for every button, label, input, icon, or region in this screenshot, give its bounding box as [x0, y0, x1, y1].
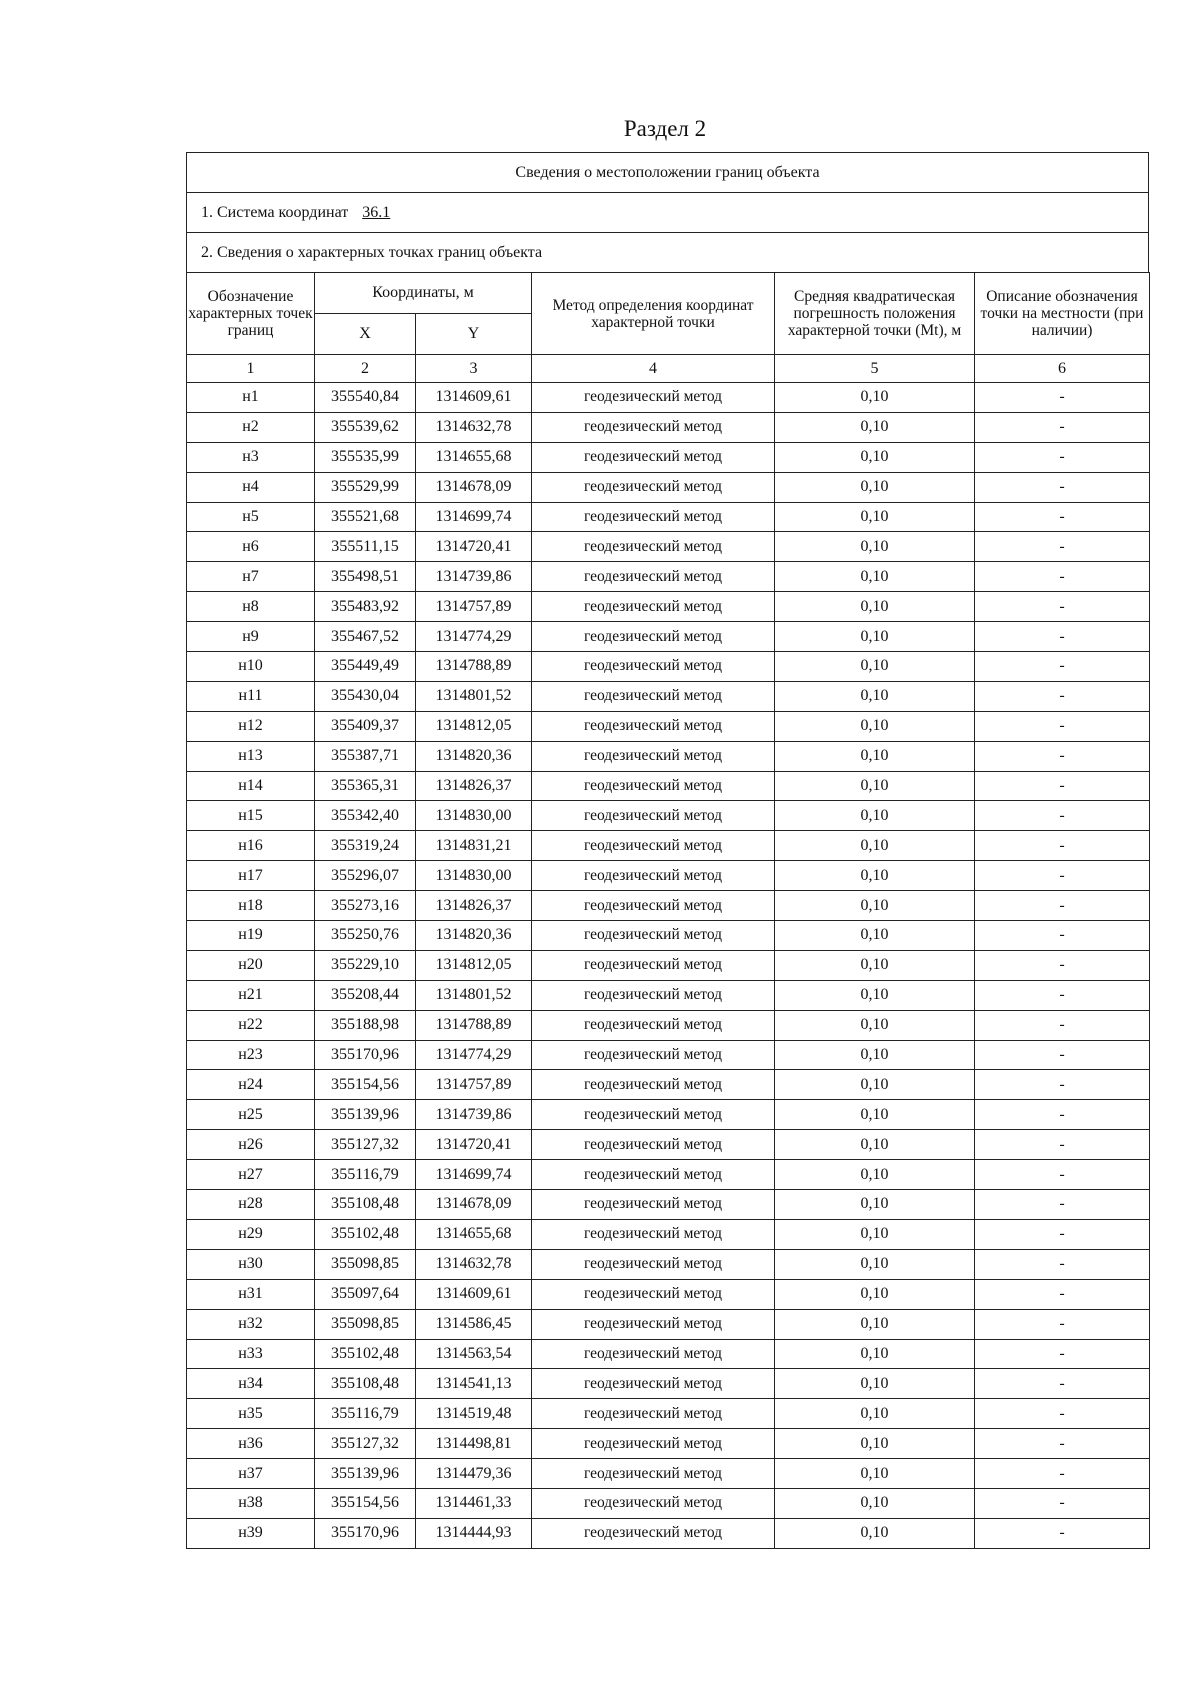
point-id-cell: н22	[187, 1010, 315, 1040]
table-row	[187, 1369, 1150, 1399]
table-row	[187, 1010, 1150, 1040]
error-cell: 0,10	[775, 801, 975, 831]
x-coordinate-cell: 355273,16	[315, 891, 416, 921]
x-coordinate-cell: 355170,96	[315, 1040, 416, 1070]
y-coordinate-cell: 1314774,29	[416, 622, 532, 652]
table-row	[187, 1160, 1150, 1190]
method-cell: геодезический метод	[532, 771, 775, 801]
error-cell: 0,10	[775, 532, 975, 562]
y-coordinate-cell: 1314609,61	[416, 1279, 532, 1309]
point-id-cell: н11	[187, 681, 315, 711]
header-designation: Обозначение характерных точек границ	[187, 273, 315, 355]
y-coordinate-cell: 1314498,81	[416, 1429, 532, 1459]
points-table	[186, 272, 1150, 1549]
x-coordinate-cell: 355102,48	[315, 1219, 416, 1249]
y-coordinate-cell: 1314812,05	[416, 711, 532, 741]
coord-system-value: 36.1	[362, 203, 391, 221]
point-id-cell: н37	[187, 1459, 315, 1489]
method-cell: геодезический метод	[532, 681, 775, 711]
points-table-body	[187, 383, 1150, 1549]
table-row	[187, 592, 1150, 622]
point-id-cell: н19	[187, 921, 315, 951]
description-cell: -	[975, 1010, 1150, 1040]
method-cell: геодезический метод	[532, 1518, 775, 1548]
description-cell: -	[975, 383, 1150, 413]
method-cell: геодезический метод	[532, 801, 775, 831]
point-id-cell: н8	[187, 592, 315, 622]
x-coordinate-cell: 355535,99	[315, 442, 416, 472]
x-coordinate-cell: 355409,37	[315, 711, 416, 741]
description-cell: -	[975, 1219, 1150, 1249]
x-coordinate-cell: 355139,96	[315, 1459, 416, 1489]
method-cell: геодезический метод	[532, 1160, 775, 1190]
y-coordinate-cell: 1314788,89	[416, 1010, 532, 1040]
point-id-cell: н4	[187, 472, 315, 502]
error-cell: 0,10	[775, 1279, 975, 1309]
section-heading: Сведения о местоположении границ объекта	[186, 152, 1149, 192]
description-cell: -	[975, 1459, 1150, 1489]
point-id-cell: н7	[187, 562, 315, 592]
method-cell: геодезический метод	[532, 950, 775, 980]
method-cell: геодезический метод	[532, 472, 775, 502]
x-coordinate-cell: 355116,79	[315, 1160, 416, 1190]
y-coordinate-cell: 1314586,45	[416, 1309, 532, 1339]
description-cell: -	[975, 1399, 1150, 1429]
description-cell: -	[975, 622, 1150, 652]
x-coordinate-cell: 355296,07	[315, 861, 416, 891]
error-cell: 0,10	[775, 980, 975, 1010]
description-cell: -	[975, 681, 1150, 711]
x-coordinate-cell: 355154,56	[315, 1488, 416, 1518]
x-coordinate-cell: 355529,99	[315, 472, 416, 502]
error-cell: 0,10	[775, 891, 975, 921]
point-id-cell: н10	[187, 652, 315, 682]
y-coordinate-cell: 1314632,78	[416, 1249, 532, 1279]
error-cell: 0,10	[775, 1130, 975, 1160]
points-heading: 2. Сведения о характерных точках границ объекта	[186, 232, 1149, 272]
description-cell: -	[975, 801, 1150, 831]
error-cell: 0,10	[775, 383, 975, 413]
x-coordinate-cell: 355511,15	[315, 532, 416, 562]
method-cell: геодезический метод	[532, 1130, 775, 1160]
y-coordinate-cell: 1314461,33	[416, 1488, 532, 1518]
method-cell: геодезический метод	[532, 652, 775, 682]
point-id-cell: н12	[187, 711, 315, 741]
point-id-cell: н23	[187, 1040, 315, 1070]
x-coordinate-cell: 355154,56	[315, 1070, 416, 1100]
method-cell: геодезический метод	[532, 1040, 775, 1070]
x-coordinate-cell: 355127,32	[315, 1130, 416, 1160]
description-cell: -	[975, 442, 1150, 472]
y-coordinate-cell: 1314699,74	[416, 502, 532, 532]
error-cell: 0,10	[775, 1459, 975, 1489]
point-id-cell: н20	[187, 950, 315, 980]
error-cell: 0,10	[775, 1160, 975, 1190]
description-cell: -	[975, 831, 1150, 861]
description-cell: -	[975, 1488, 1150, 1518]
y-coordinate-cell: 1314678,09	[416, 472, 532, 502]
x-coordinate-cell: 355467,52	[315, 622, 416, 652]
method-cell: геодезический метод	[532, 1010, 775, 1040]
x-coordinate-cell: 355498,51	[315, 562, 416, 592]
method-cell: геодезический метод	[532, 861, 775, 891]
column-number: 1	[187, 355, 315, 383]
point-id-cell: н15	[187, 801, 315, 831]
point-id-cell: н32	[187, 1309, 315, 1339]
header-coordinates: Координаты, м	[315, 273, 532, 314]
x-coordinate-cell: 355387,71	[315, 741, 416, 771]
point-id-cell: н36	[187, 1429, 315, 1459]
x-coordinate-cell: 355108,48	[315, 1190, 416, 1220]
error-cell: 0,10	[775, 622, 975, 652]
table-row	[187, 1309, 1150, 1339]
description-cell: -	[975, 502, 1150, 532]
method-cell: геодезический метод	[532, 921, 775, 951]
error-cell: 0,10	[775, 1190, 975, 1220]
method-cell: геодезический метод	[532, 1459, 775, 1489]
point-id-cell: н14	[187, 771, 315, 801]
description-cell: -	[975, 921, 1150, 951]
x-coordinate-cell: 355188,98	[315, 1010, 416, 1040]
description-cell: -	[975, 741, 1150, 771]
description-cell: -	[975, 711, 1150, 741]
point-id-cell: н38	[187, 1488, 315, 1518]
x-coordinate-cell: 355250,76	[315, 921, 416, 951]
error-cell: 0,10	[775, 442, 975, 472]
description-cell: -	[975, 562, 1150, 592]
point-id-cell: н31	[187, 1279, 315, 1309]
description-cell: -	[975, 771, 1150, 801]
y-coordinate-cell: 1314774,29	[416, 1040, 532, 1070]
table-row	[187, 1279, 1150, 1309]
description-cell: -	[975, 1309, 1150, 1339]
method-cell: геодезический метод	[532, 1279, 775, 1309]
y-coordinate-cell: 1314541,13	[416, 1369, 532, 1399]
y-coordinate-cell: 1314826,37	[416, 771, 532, 801]
y-coordinate-cell: 1314801,52	[416, 980, 532, 1010]
table-row	[187, 1339, 1150, 1369]
y-coordinate-cell: 1314720,41	[416, 532, 532, 562]
x-coordinate-cell: 355430,04	[315, 681, 416, 711]
table-row	[187, 1399, 1150, 1429]
description-cell: -	[975, 1040, 1150, 1070]
x-coordinate-cell: 355483,92	[315, 592, 416, 622]
x-coordinate-cell: 355319,24	[315, 831, 416, 861]
table-row	[187, 891, 1150, 921]
x-coordinate-cell: 355365,31	[315, 771, 416, 801]
error-cell: 0,10	[775, 921, 975, 951]
error-cell: 0,10	[775, 681, 975, 711]
description-cell: -	[975, 1429, 1150, 1459]
error-cell: 0,10	[775, 562, 975, 592]
description-cell: -	[975, 1279, 1150, 1309]
table-row	[187, 801, 1150, 831]
table-row	[187, 1249, 1150, 1279]
table-row	[187, 1429, 1150, 1459]
y-coordinate-cell: 1314788,89	[416, 652, 532, 682]
table-row	[187, 412, 1150, 442]
column-number: 6	[975, 355, 1150, 383]
y-coordinate-cell: 1314757,89	[416, 1070, 532, 1100]
error-cell: 0,10	[775, 861, 975, 891]
table-row	[187, 652, 1150, 682]
point-id-cell: н18	[187, 891, 315, 921]
y-coordinate-cell: 1314632,78	[416, 412, 532, 442]
error-cell: 0,10	[775, 831, 975, 861]
error-cell: 0,10	[775, 1518, 975, 1548]
error-cell: 0,10	[775, 771, 975, 801]
point-id-cell: н2	[187, 412, 315, 442]
x-coordinate-cell: 355342,40	[315, 801, 416, 831]
x-coordinate-cell: 355098,85	[315, 1249, 416, 1279]
description-cell: -	[975, 472, 1150, 502]
table-row	[187, 681, 1150, 711]
x-coordinate-cell: 355540,84	[315, 383, 416, 413]
y-coordinate-cell: 1314820,36	[416, 741, 532, 771]
method-cell: геодезический метод	[532, 1399, 775, 1429]
table-row	[187, 1190, 1150, 1220]
table-row	[187, 771, 1150, 801]
error-cell: 0,10	[775, 1040, 975, 1070]
x-coordinate-cell: 355108,48	[315, 1369, 416, 1399]
description-cell: -	[975, 980, 1150, 1010]
error-cell: 0,10	[775, 1339, 975, 1369]
point-id-cell: н1	[187, 383, 315, 413]
description-cell: -	[975, 861, 1150, 891]
x-coordinate-cell: 355449,49	[315, 652, 416, 682]
x-coordinate-cell: 355139,96	[315, 1100, 416, 1130]
method-cell: геодезический метод	[532, 1249, 775, 1279]
method-cell: геодезический метод	[532, 502, 775, 532]
method-cell: геодезический метод	[532, 1219, 775, 1249]
y-coordinate-cell: 1314479,36	[416, 1459, 532, 1489]
x-coordinate-cell: 355127,32	[315, 1429, 416, 1459]
y-coordinate-cell: 1314801,52	[416, 681, 532, 711]
method-cell: геодезический метод	[532, 412, 775, 442]
table-row	[187, 1518, 1150, 1548]
error-cell: 0,10	[775, 1070, 975, 1100]
table-row	[187, 1040, 1150, 1070]
y-coordinate-cell: 1314830,00	[416, 861, 532, 891]
table-row	[187, 1130, 1150, 1160]
header-method: Метод определения координат характерной точки	[532, 273, 775, 355]
x-coordinate-cell: 355102,48	[315, 1339, 416, 1369]
y-coordinate-cell: 1314757,89	[416, 592, 532, 622]
y-coordinate-cell: 1314444,93	[416, 1518, 532, 1548]
error-cell: 0,10	[775, 741, 975, 771]
method-cell: геодезический метод	[532, 442, 775, 472]
header-x: X	[315, 314, 416, 355]
method-cell: геодезический метод	[532, 562, 775, 592]
y-coordinate-cell: 1314739,86	[416, 562, 532, 592]
method-cell: геодезический метод	[532, 1309, 775, 1339]
error-cell: 0,10	[775, 1369, 975, 1399]
table-row	[187, 980, 1150, 1010]
point-id-cell: н39	[187, 1518, 315, 1548]
y-coordinate-cell: 1314609,61	[416, 383, 532, 413]
point-id-cell: н17	[187, 861, 315, 891]
method-cell: геодезический метод	[532, 1429, 775, 1459]
description-cell: -	[975, 1160, 1150, 1190]
point-id-cell: н27	[187, 1160, 315, 1190]
x-coordinate-cell: 355116,79	[315, 1399, 416, 1429]
description-cell: -	[975, 532, 1150, 562]
x-coordinate-cell: 355170,96	[315, 1518, 416, 1548]
y-coordinate-cell: 1314563,54	[416, 1339, 532, 1369]
error-cell: 0,10	[775, 711, 975, 741]
description-cell: -	[975, 592, 1150, 622]
column-number: 3	[416, 355, 532, 383]
method-cell: геодезический метод	[532, 1190, 775, 1220]
y-coordinate-cell: 1314678,09	[416, 1190, 532, 1220]
y-coordinate-cell: 1314830,00	[416, 801, 532, 831]
point-id-cell: н9	[187, 622, 315, 652]
table-row	[187, 1100, 1150, 1130]
column-number-row	[187, 355, 1150, 383]
error-cell: 0,10	[775, 502, 975, 532]
point-id-cell: н13	[187, 741, 315, 771]
method-cell: геодезический метод	[532, 980, 775, 1010]
header-error: Средняя квадратическая погрешность положения характерной точки (Mt), м	[775, 273, 975, 355]
point-id-cell: н35	[187, 1399, 315, 1429]
description-cell: -	[975, 950, 1150, 980]
y-coordinate-cell: 1314699,74	[416, 1160, 532, 1190]
point-id-cell: н30	[187, 1249, 315, 1279]
point-id-cell: н21	[187, 980, 315, 1010]
method-cell: геодезический метод	[532, 831, 775, 861]
table-row	[187, 622, 1150, 652]
point-id-cell: н6	[187, 532, 315, 562]
error-cell: 0,10	[775, 1010, 975, 1040]
error-cell: 0,10	[775, 472, 975, 502]
table-row	[187, 1070, 1150, 1100]
description-cell: -	[975, 1339, 1150, 1369]
table-row	[187, 472, 1150, 502]
description-cell: -	[975, 1130, 1150, 1160]
point-id-cell: н33	[187, 1339, 315, 1369]
error-cell: 0,10	[775, 1429, 975, 1459]
description-cell: -	[975, 1518, 1150, 1548]
table-row	[187, 861, 1150, 891]
table-row	[187, 562, 1150, 592]
method-cell: геодезический метод	[532, 622, 775, 652]
error-cell: 0,10	[775, 1488, 975, 1518]
x-coordinate-cell: 355097,64	[315, 1279, 416, 1309]
description-cell: -	[975, 1070, 1150, 1100]
method-cell: геодезический метод	[532, 1339, 775, 1369]
error-cell: 0,10	[775, 412, 975, 442]
point-id-cell: н25	[187, 1100, 315, 1130]
column-number: 5	[775, 355, 975, 383]
description-cell: -	[975, 652, 1150, 682]
boundary-sheet	[186, 152, 1149, 1549]
x-coordinate-cell: 355521,68	[315, 502, 416, 532]
method-cell: геодезический метод	[532, 532, 775, 562]
table-row	[187, 1488, 1150, 1518]
method-cell: геодезический метод	[532, 1100, 775, 1130]
y-coordinate-cell: 1314812,05	[416, 950, 532, 980]
description-cell: -	[975, 891, 1150, 921]
header-y: Y	[416, 314, 532, 355]
description-cell: -	[975, 1369, 1150, 1399]
y-coordinate-cell: 1314739,86	[416, 1100, 532, 1130]
table-row	[187, 950, 1150, 980]
method-cell: геодезический метод	[532, 891, 775, 921]
x-coordinate-cell: 355539,62	[315, 412, 416, 442]
method-cell: геодезический метод	[532, 741, 775, 771]
table-row	[187, 532, 1150, 562]
method-cell: геодезический метод	[532, 711, 775, 741]
error-cell: 0,10	[775, 1219, 975, 1249]
error-cell: 0,10	[775, 1249, 975, 1279]
description-cell: -	[975, 412, 1150, 442]
y-coordinate-cell: 1314655,68	[416, 1219, 532, 1249]
table-row	[187, 442, 1150, 472]
point-id-cell: н3	[187, 442, 315, 472]
error-cell: 0,10	[775, 1100, 975, 1130]
y-coordinate-cell: 1314831,21	[416, 831, 532, 861]
point-id-cell: н24	[187, 1070, 315, 1100]
y-coordinate-cell: 1314826,37	[416, 891, 532, 921]
column-number: 2	[315, 355, 416, 383]
y-coordinate-cell: 1314720,41	[416, 1130, 532, 1160]
error-cell: 0,10	[775, 950, 975, 980]
table-row	[187, 1459, 1150, 1489]
y-coordinate-cell: 1314519,48	[416, 1399, 532, 1429]
point-id-cell: н34	[187, 1369, 315, 1399]
table-row	[187, 921, 1150, 951]
table-row	[187, 831, 1150, 861]
coord-system-line	[186, 192, 1149, 232]
header-description: Описание обозначения точки на местности (при наличии)	[975, 273, 1150, 355]
x-coordinate-cell: 355208,44	[315, 980, 416, 1010]
method-cell: геодезический метод	[532, 1488, 775, 1518]
table-row	[187, 711, 1150, 741]
error-cell: 0,10	[775, 592, 975, 622]
point-id-cell: н28	[187, 1190, 315, 1220]
method-cell: геодезический метод	[532, 1369, 775, 1399]
table-row	[187, 502, 1150, 532]
x-coordinate-cell: 355098,85	[315, 1309, 416, 1339]
y-coordinate-cell: 1314655,68	[416, 442, 532, 472]
method-cell: геодезический метод	[532, 1070, 775, 1100]
method-cell: геодезический метод	[532, 383, 775, 413]
method-cell: геодезический метод	[532, 592, 775, 622]
table-row	[187, 1219, 1150, 1249]
error-cell: 0,10	[775, 1399, 975, 1429]
error-cell: 0,10	[775, 1309, 975, 1339]
y-coordinate-cell: 1314820,36	[416, 921, 532, 951]
description-cell: -	[975, 1249, 1150, 1279]
page-title: Раздел 2	[623, 116, 707, 141]
point-id-cell: н16	[187, 831, 315, 861]
error-cell: 0,10	[775, 652, 975, 682]
point-id-cell: н5	[187, 502, 315, 532]
column-number: 4	[532, 355, 775, 383]
table-row	[187, 741, 1150, 771]
point-id-cell: н26	[187, 1130, 315, 1160]
description-cell: -	[975, 1190, 1150, 1220]
coord-system-label: 1. Система координат	[201, 203, 349, 221]
description-cell: -	[975, 1100, 1150, 1130]
point-id-cell: н29	[187, 1219, 315, 1249]
table-row	[187, 383, 1150, 413]
x-coordinate-cell: 355229,10	[315, 950, 416, 980]
